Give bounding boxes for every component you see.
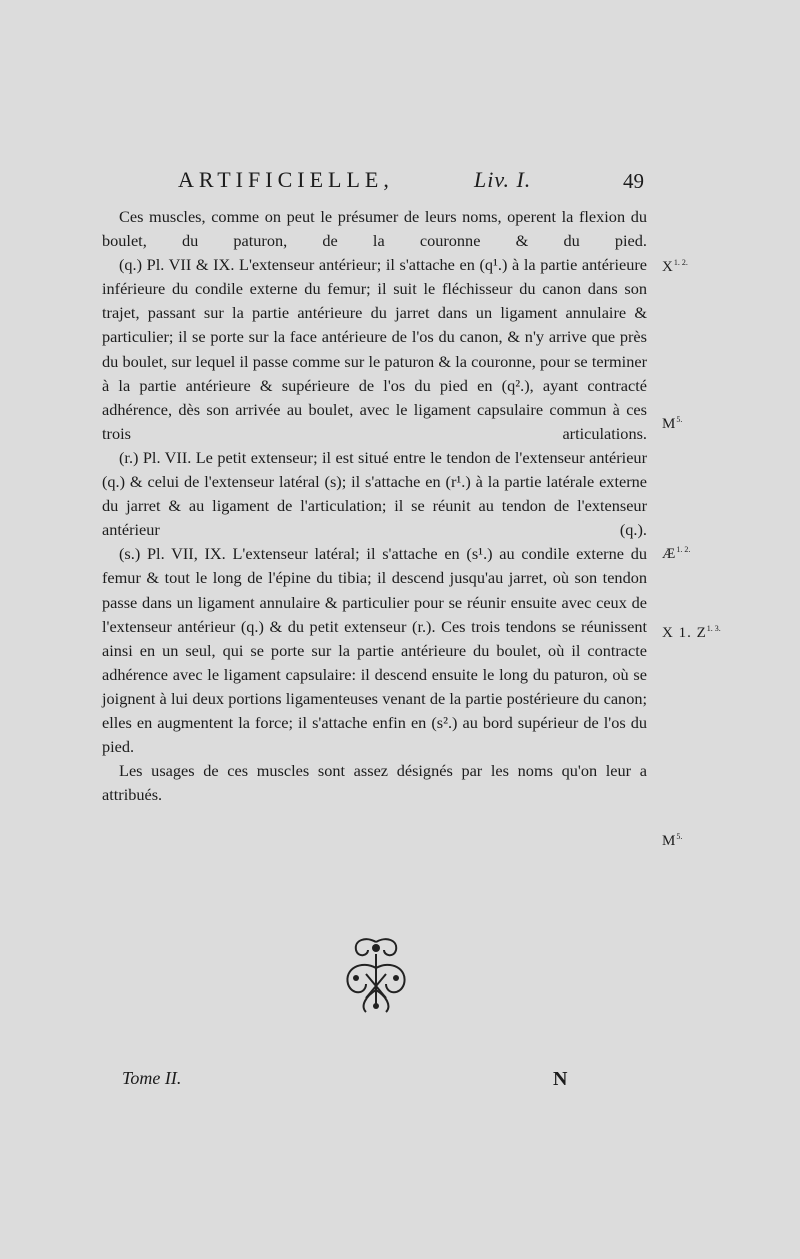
margin-note-letters: M: [662, 416, 677, 432]
paragraph-extenseur-lateral: (s.) Pl. VII, IX. L'extenseur latéral; il s'attache en (s¹.) au condile externe du femur & tout le long de l'épine du tibia; il descend jusqu'au jarret, où son tendon passe dans un ligament annulaire & particulier pour se réunir ensuite avec ceux de l'extenseur antérieur (q.) & du petit extenseur (r.). Ces trois tendons se réunissent ainsi en un seul, qui se porte sur la partie antérieure du boulet, où il contracte adhérence avec le ligament capsulaire: il descend ensuite le long du paturon, où se joignent à lui deux portions ligamenteuses venant de la partie postérieure du canon; elles en augmentent la force; il s'attache enfin en (s².) au bord supérieur de l'os du pied.: [102, 544, 647, 757]
margin-note-sup: 1. 2.: [673, 258, 688, 267]
page-number: 49: [623, 169, 644, 193]
book-number: Liv. I.: [474, 167, 532, 192]
paragraph-intro: Ces muscles, comme on peut le présumer de leurs noms, operent la flexion du boulet, du paturon, de la couronne & du pied.: [102, 207, 647, 251]
signature-mark: N: [553, 1068, 568, 1090]
paragraph-petit-extenseur: (r.) Pl. VII. Le petit extenseur; il est situé entre le tendon de l'extenseur antérieur (q.) & celui de l'extenseur latéral (s); il s'attache en (r¹.) à la partie latérale externe du jarret & au ligament de l'articulation; il se réunit au tendon de l'extenseur antérieur (q.).: [102, 447, 647, 540]
margin-note-letters: X 1. Z: [662, 625, 707, 641]
margin-note-sup: 5.: [676, 415, 683, 424]
running-header: [178, 167, 648, 207]
running-title: ARTIFICIELLE,: [178, 167, 394, 192]
paragraph-extenseur-anterieur: (q.) Pl. VII & IX. L'extenseur antérieur; il s'attache en (q¹.) à la partie antérieure inférieure du condile externe du femur; il suit le fléchisseur du canon dans son trajet, passant sur la partie antérieure du jarret dans un ligament annulaire & particulier; il se porte sur la face antérieure de l'os du canon, & n'y arrive que près du boulet, sur lequel il passe comme sur le paturon & la couronne, pour se terminer à la partie antérieure & supérieure de l'os du pied en (q².), ayant contracté adhérence, dès son arrivée au boulet, avec le ligament capsulaire commun à ces trois articulations.: [102, 255, 647, 443]
margin-note-sup: 1. 2.: [676, 545, 691, 554]
floral-fleuron-icon: [336, 934, 416, 1016]
body-text: [102, 205, 647, 807]
volume-label: Tome II.: [122, 1068, 182, 1088]
paragraph-usages: Les usages de ces muscles sont assez désignés par les noms qu'on leur a attribués.: [102, 761, 647, 805]
margin-note-letters: M: [662, 833, 677, 849]
margin-note: [662, 258, 688, 276]
margin-note: [662, 545, 690, 563]
margin-note: [662, 624, 721, 642]
margin-note-sup: 1. 3.: [706, 624, 721, 633]
margin-note: [662, 415, 682, 433]
margin-note-letters: Æ: [662, 546, 677, 562]
margin-note-letters: X: [662, 259, 674, 275]
margin-note: [662, 832, 682, 850]
margin-note-sup: 5.: [676, 832, 683, 841]
